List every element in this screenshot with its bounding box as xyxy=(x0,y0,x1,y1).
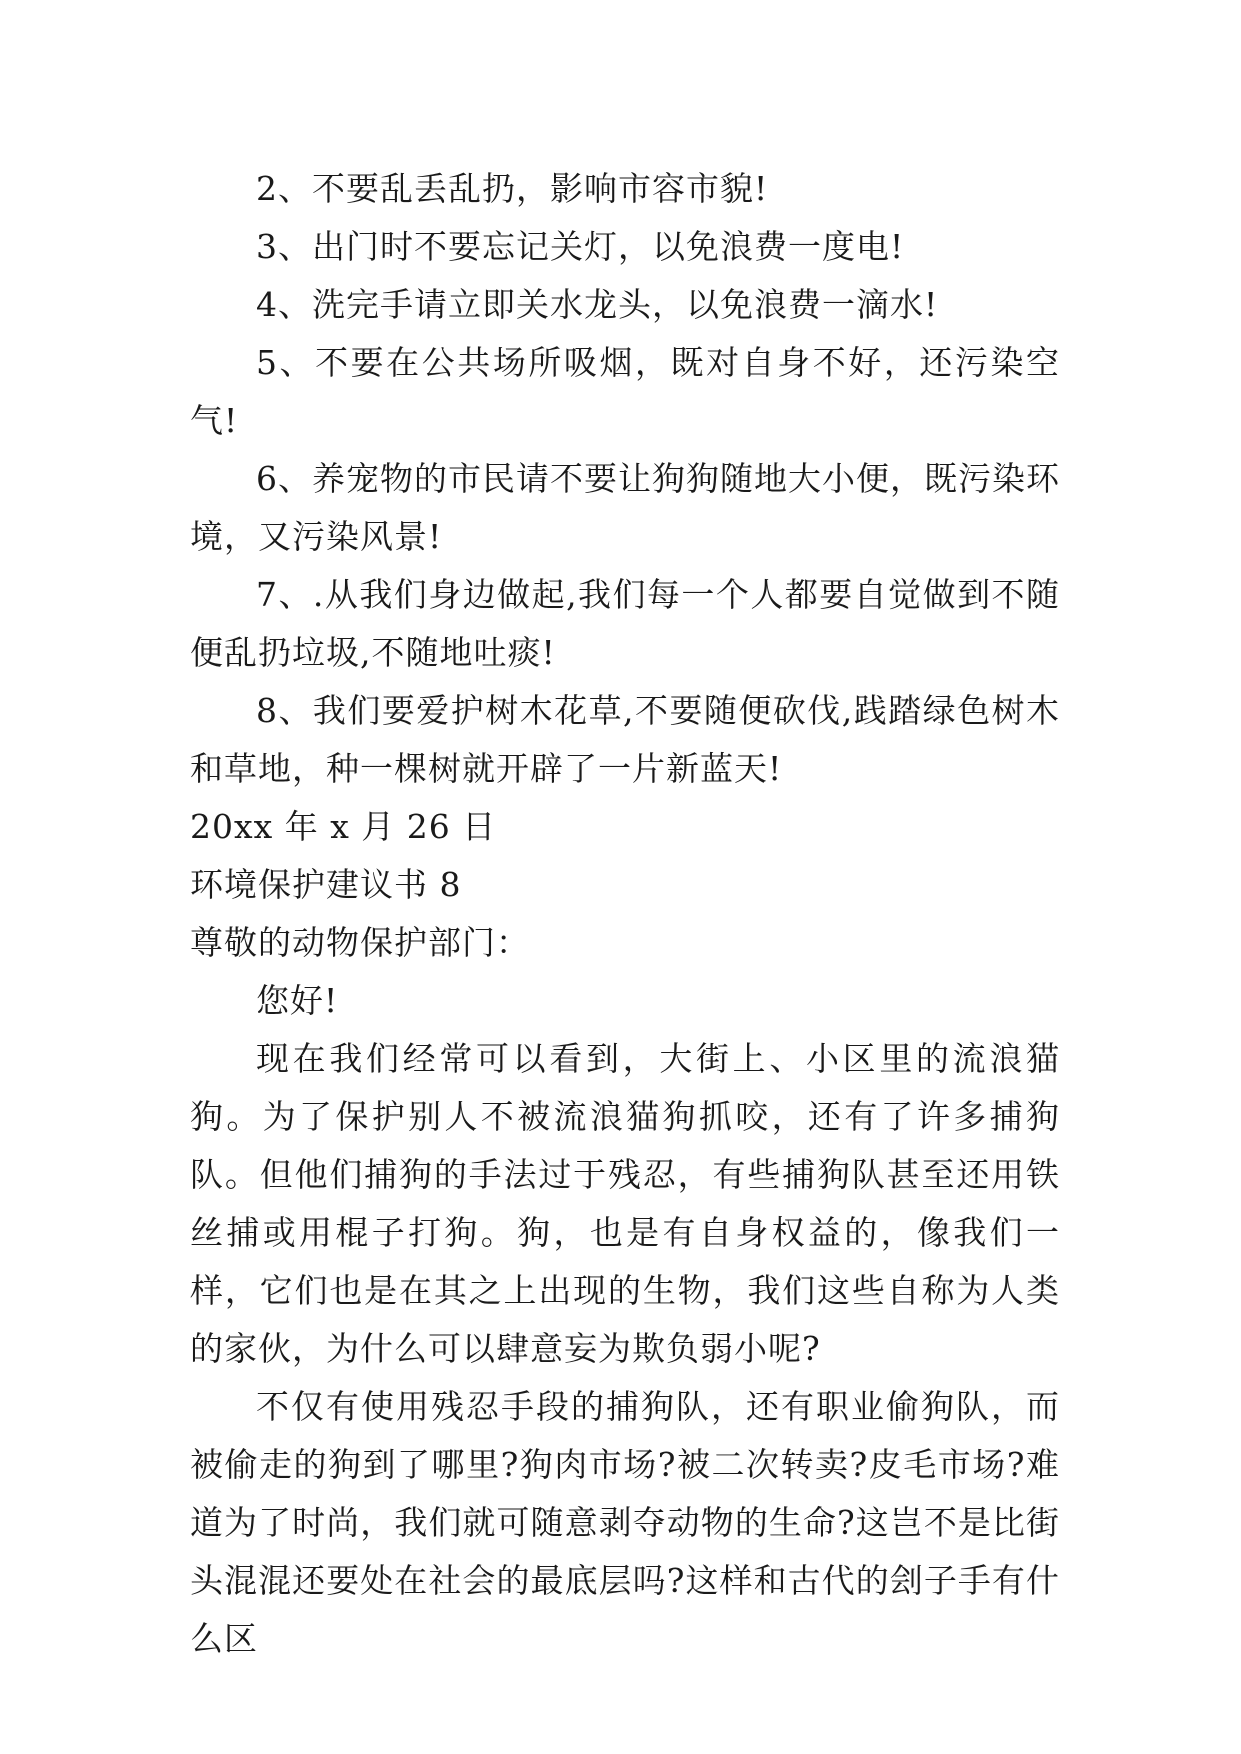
body-paragraph: 现在我们经常可以看到，大街上、小区里的流浪猫狗。为了保护别人不被流浪猫狗抓咬，还有了许多捕狗队。但他们捕狗的手法过于残忍，有些捕狗队甚至还用铁丝捕或用棍子打狗。狗，也是有自身权益的，像我们一样，它们也是在其之上出现的生物，我们这些自称为人类的家伙，为什么可以肆意妄为欺负弱小呢? xyxy=(190,1039,1060,1368)
list-item: 2、不要乱丢乱扔，影响市容市貌! xyxy=(256,169,769,208)
list-item: 4、洗完手请立即关水龙头，以免浪费一滴水! xyxy=(256,285,939,324)
list-item: 3、出门时不要忘记关灯，以免浪费一度电! xyxy=(256,227,905,266)
section-title: 环境保护建议书 8 xyxy=(190,865,462,904)
body-paragraph: 不仅有使用残忍手段的捕狗队，还有职业偷狗队，而被偷走的狗到了哪里?狗肉市场?被二次转卖?皮毛市场?难道为了时尚，我们就可随意剥夺动物的生命?这岂不是比街头混混还要处在社会的最底层吗?这样和古代的刽子手有什么区 xyxy=(190,1387,1060,1658)
list-item: 7、.从我们身边做起,我们每一个人都要自觉做到不随便乱扔垃圾,不随地吐痰! xyxy=(190,575,1060,672)
list-item: 5、不要在公共场所吸烟，既对自身不好，还污染空气! xyxy=(190,343,1060,440)
list-item: 6、养宠物的市民请不要让狗狗随地大小便，既污染环境，又污染风景! xyxy=(190,459,1060,556)
list-item: 8、我们要爱护树木花草,不要随便砍伐,践踏绿色树木和草地，种一棵树就开辟了一片新蓝天! xyxy=(190,691,1060,788)
salutation: 尊敬的动物保护部门： xyxy=(190,923,530,962)
greeting: 您好! xyxy=(256,981,339,1020)
document-body xyxy=(190,160,1060,1668)
letter-date: 20xx 年 x 月 26 日 xyxy=(190,807,497,846)
